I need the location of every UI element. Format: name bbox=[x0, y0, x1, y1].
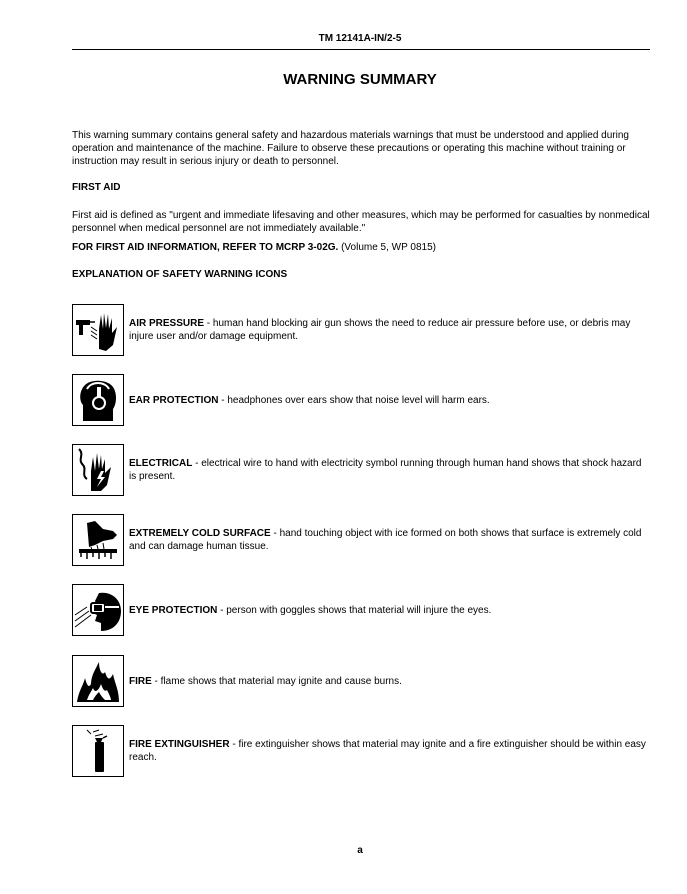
warning-icon-row bbox=[72, 584, 650, 636]
eye-protection-description bbox=[129, 584, 650, 636]
air-pressure-desc: - human hand blocking air gun shows the need to reduce air pressure before use, or debris may injure user and/or damage equipment. bbox=[129, 318, 631, 342]
page-number: a bbox=[357, 845, 363, 856]
first-aid-reference-volume: (Volume 5, WP 0815) bbox=[338, 242, 436, 253]
first-aid-paragraph: First aid is defined as "urgent and immediate lifesaving and other measures, which may be performed for casualties by nonmedical personnel when medical personnel are not immediately available." bbox=[72, 210, 650, 234]
cold-surface-description bbox=[129, 514, 650, 566]
warning-icon-row bbox=[72, 514, 650, 566]
eye-protection-icon bbox=[72, 584, 124, 636]
air-pressure-label: AIR PRESSURE bbox=[129, 318, 205, 329]
ear-protection-description bbox=[129, 374, 650, 426]
fire-icon bbox=[72, 655, 124, 707]
fire-description bbox=[129, 655, 650, 707]
ear-protection-label: EAR PROTECTION bbox=[129, 394, 219, 406]
warning-icon-row bbox=[72, 374, 650, 426]
cold-surface-icon bbox=[72, 514, 124, 566]
fire-extinguisher-desc: - fire extinguisher shows that material may ignite and a fire extinguisher should be within easy reach. bbox=[129, 739, 646, 763]
air-pressure-description bbox=[129, 304, 650, 356]
document-id: TM 12141A-IN/2-5 bbox=[318, 33, 402, 44]
icons-section-heading: EXPLANATION OF SAFETY WARNING ICONS bbox=[72, 269, 288, 280]
cold-surface-label: EXTREMELY COLD SURFACE bbox=[129, 528, 271, 539]
eye-protection-desc: - person with goggles shows that material will injure the eyes. bbox=[217, 604, 492, 616]
electrical-label: ELECTRICAL bbox=[129, 458, 193, 469]
warning-icon-row bbox=[72, 304, 650, 356]
fire-extinguisher-description bbox=[129, 725, 650, 777]
fire-extinguisher-label: FIRE EXTINGUISHER bbox=[129, 739, 230, 750]
eye-protection-label: EYE PROTECTION bbox=[129, 604, 218, 616]
electrical-icon bbox=[72, 444, 124, 496]
air-pressure-icon bbox=[72, 304, 124, 356]
first-aid-reference-bold: FOR FIRST AID INFORMATION, REFER TO MCRP 3-02G. bbox=[72, 242, 339, 253]
fire-label: FIRE bbox=[129, 675, 152, 687]
warning-icon-row bbox=[72, 444, 650, 496]
warning-icon-row bbox=[72, 655, 650, 707]
first-aid-heading: FIRST AID bbox=[72, 182, 121, 193]
first-aid-reference bbox=[72, 242, 436, 253]
header-rule bbox=[72, 49, 650, 50]
fire-extinguisher-icon bbox=[72, 725, 124, 777]
page-title: WARNING SUMMARY bbox=[283, 71, 437, 88]
cold-surface-desc: - hand touching object with ice formed on both shows that surface is extremely cold and can damage human tissue. bbox=[129, 528, 642, 552]
fire-desc: - flame shows that material may ignite and cause burns. bbox=[151, 675, 402, 687]
ear-protection-icon bbox=[72, 374, 124, 426]
electrical-description bbox=[129, 444, 650, 496]
warning-icon-row bbox=[72, 725, 650, 777]
intro-paragraph: This warning summary contains general safety and hazardous materials warnings that must be understood and applied during operation and maintenance of the machine. Failure to observe these precautions or operating this machine without training or instruction may result in serious injury or death to personnel. bbox=[72, 130, 629, 167]
electrical-desc: - electrical wire to hand with electricity symbol running through human hand shows that shock hazard is present. bbox=[129, 458, 642, 482]
ear-protection-desc: - headphones over ears show that noise level will harm ears. bbox=[218, 394, 490, 406]
